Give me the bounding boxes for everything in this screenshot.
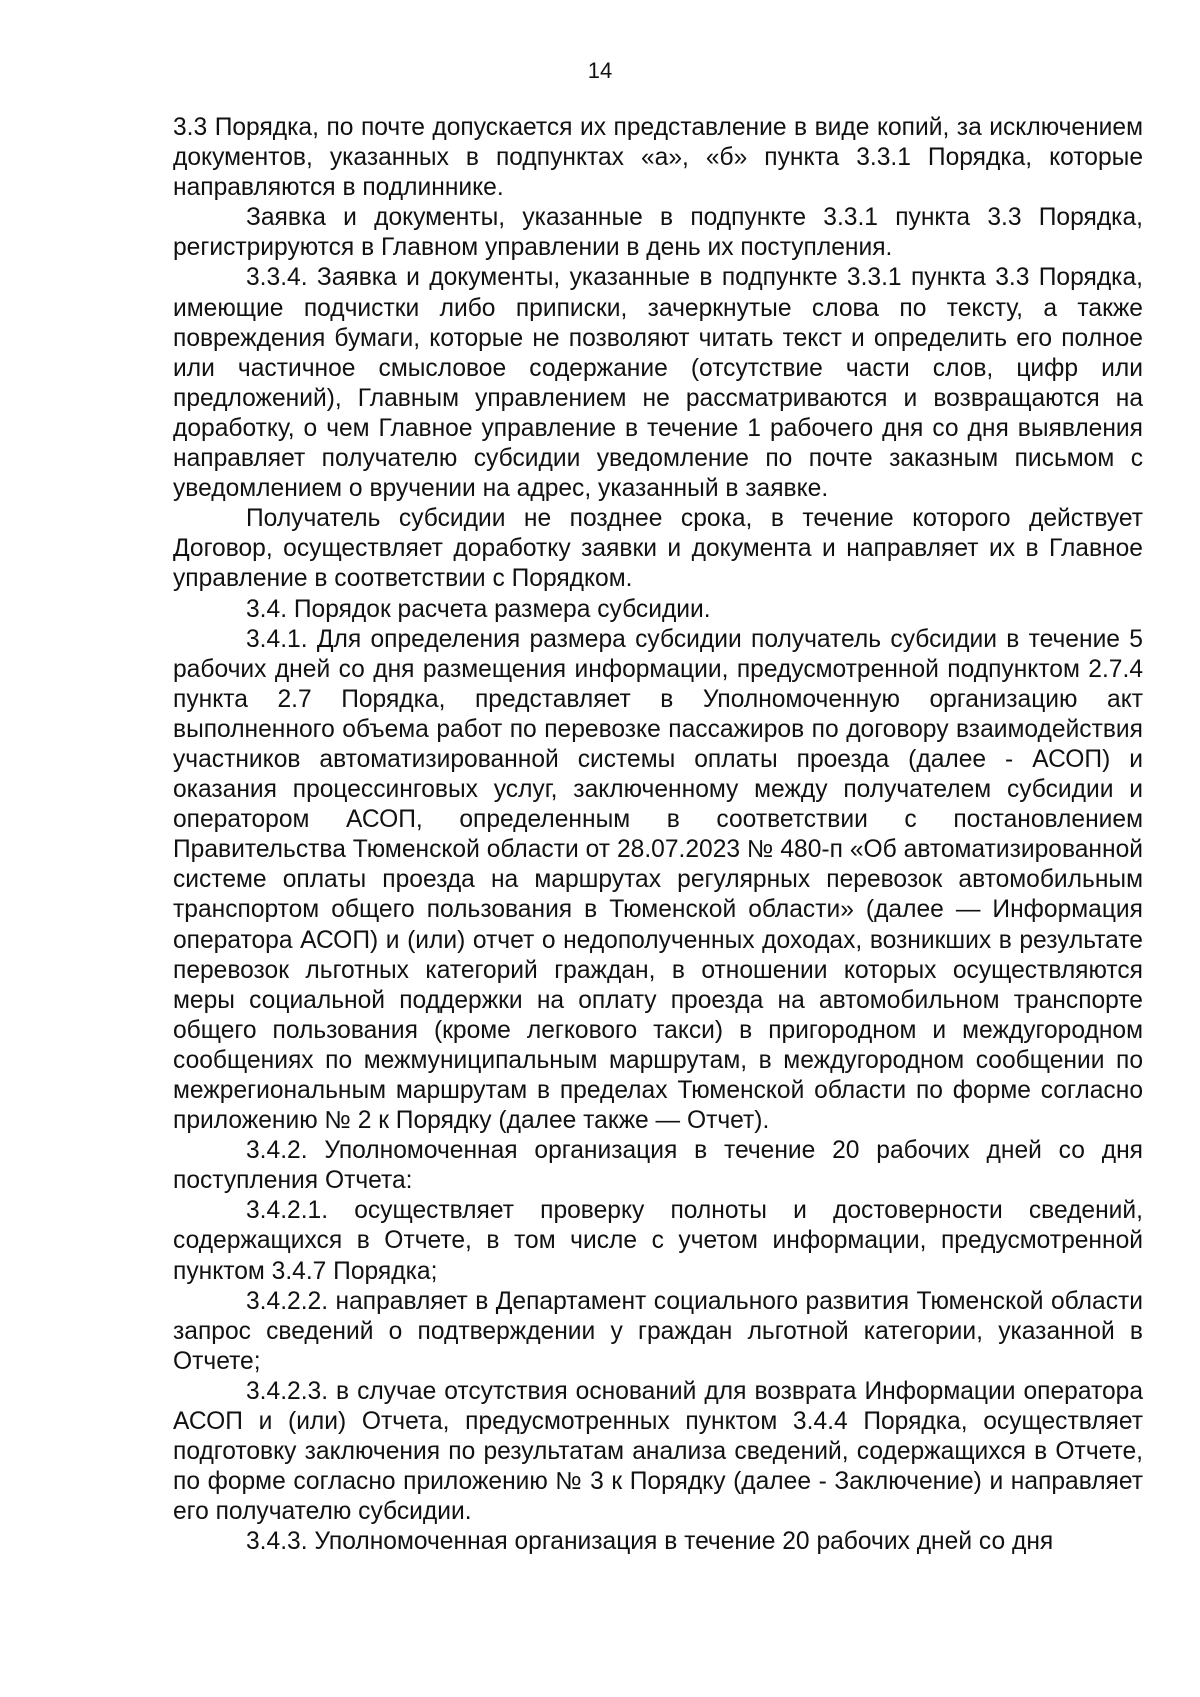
paragraph: 3.3 Порядка, по почте допускается их представление в виде копий, за исключением документов, указанных в подпунктах «а», «б» пункта 3.3.1 Порядка, которые направляются в подлиннике. xyxy=(173,114,1143,202)
paragraph: Заявка и документы, указанные в подпункте 3.3.1 пункта 3.3 Порядка, регистрируются в Главном управлении в день их поступления. xyxy=(173,204,1143,262)
paragraph: 3.4.3. Уполномоченная организация в течение 20 рабочих дней со дня xyxy=(246,1528,1054,1556)
paragraph: 3.4.2.3. в случае отсутствия оснований для возврата Информации оператора АСОП и (или) Отчета, предусмотренных пунктом 3.4.4 Порядка, осуществляет подготовку заключения по результатам анализа сведений, содержащихся в Отчете, по форме согласно приложению № 3 к Порядку (далее - Заключение) и направляет его получателю субсидии. xyxy=(173,1377,1143,1526)
paragraph: 3.4.1. Для определения размера субсидии получатель субсидии в течение 5 рабочих дней со дня размещения информации, предусмотренной подпунктом 2.7.4 пункта 2.7 Порядка, представляет в Уполномоченную организацию акт выполненного объема работ по перевозке пассажиров по договору взаимодействия участников автоматизированной системы оплаты проезда (далее - АСОП) и оказания процессинговых услуг, заключенному между получателем субсидии и оператором АСОП, определенным в соответствии с постановлением Правительства Тюменской области от 28.07.2023 № 480-п «Об автоматизированной системе оплаты проезда на маршрутах регулярных перевозок автомобильным транспортом общего пользования в Тюменской области» (далее — Информация оператора АСОП) и (или) отчет о недополученных доходах, возникших в результате перевозок льготных категорий граждан, в отношении которых осуществляются меры социальной поддержки на оплату проезда на автомобильном транспорте общего пользования (кроме легкового такси) в пригородном и междугородном сообщениях по межмуниципальным маршрутам, в междугородном сообщении по межрегиональным маршрутам в пределах Тюменской области по форме согласно приложению № 2 к Порядку (далее также — Отчет). xyxy=(173,625,1143,1135)
paragraph: 3.4. Порядок расчета размера субсидии. xyxy=(246,595,711,623)
paragraph: 3.4.2.2. направляет в Департамент социального развития Тюменской области запрос сведений о подтверждении у граждан льготной категории, указанной в Отчете; xyxy=(173,1287,1143,1375)
paragraph: 3.4.2. Уполномоченная организация в течение 20 рабочих дней со дня поступления Отчета: xyxy=(173,1137,1143,1195)
document-body xyxy=(173,113,1143,1558)
paragraph: 3.3.4. Заявка и документы, указанные в подпункте 3.3.1 пункта 3.3 Порядка, имеющие подчистки либо приписки, зачеркнутые слова по тексту, а также повреждения бумаги, которые не позволяют читать текст и определить его полное или частичное смысловое содержание (отсутствие части слов, цифр или предложений), Главным управлением не рассматриваются и возвращаются на доработку, о чем Главное управление в течение 1 рабочего дня со дня выявления направляет получателю субсидии уведомление по почте заказным письмом с уведомлением о вручении на адрес, указанный в заявке. xyxy=(173,264,1143,503)
page-number: 14 xyxy=(587,58,613,83)
paragraph: 3.4.2.1. осуществляет проверку полноты и достоверности сведений, содержащихся в Отчете, в том числе с учетом информации, предусмотренной пунктом 3.4.7 Порядка; xyxy=(173,1197,1143,1285)
paragraph: Получатель субсидии не позднее срока, в течение которого действует Договор, осуществляет доработку заявки и документа и направляет их в Главное управление в соответствии с Порядком. xyxy=(173,505,1143,593)
